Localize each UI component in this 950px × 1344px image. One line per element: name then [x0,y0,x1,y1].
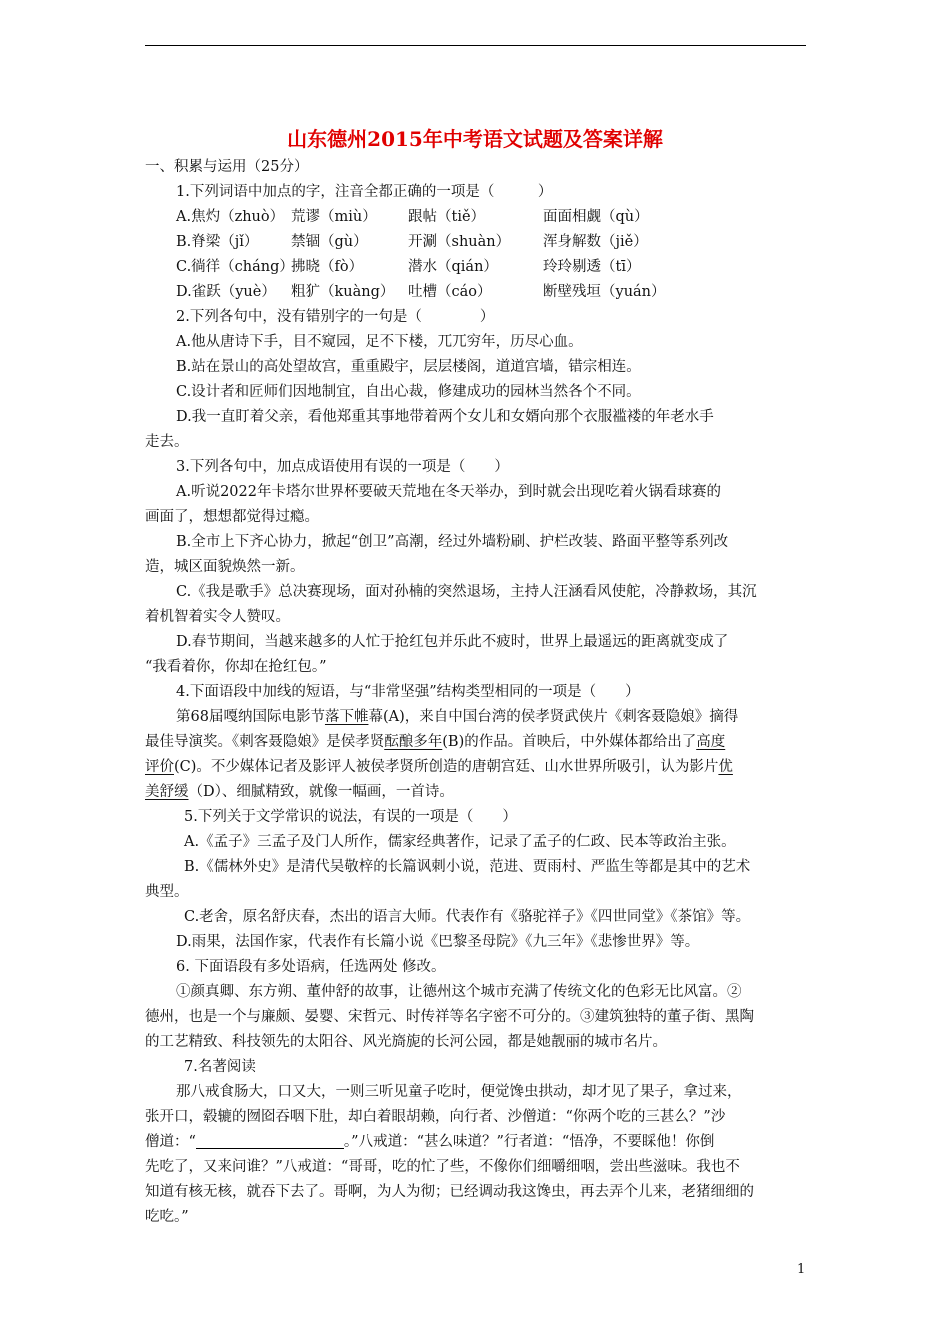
q5-stem: 5.下列关于文学常识的说法，有误的一项是（ ） [184,809,517,825]
q7-passage-line: 张开口，毂辘的囫囵吞咽下肚，却白着眼胡赖，向行者、沙僧道：“你两个吃的三甚么？”沙 [145,1109,726,1125]
document-body [145,155,807,1230]
q2-stem: 2.下列各句中，没有错别字的一句是（ ） [176,309,495,325]
phrase-c-start: 高度 [696,734,726,750]
q4-passage-line: 评价(C)。不少媒体记者及影评人被侯孝贤所创造的唐朝宫廷、山水世界所吸引，认为影片优 [145,759,733,775]
q7-passage-line: 先吃了，又来问谁？”八戒道：“哥哥，吃的忙了些，不像你们细嚼细咽，尝出些滋味。我也不 [145,1159,740,1175]
q4-passage-line: 最佳导演奖。《刺客聂隐娘》是侯孝贤酝酿多年(B)的作品。首映后，中外媒体都给出了高度 [145,734,726,750]
q4-stem: 4.下面语段中加线的短语，与“非常坚强”结构类型相同的一项是（ ） [176,684,640,700]
q5-option-d: D.雨果，法国作家，代表作有长篇小说《巴黎圣母院》《九三年》《悲惨世界》等。 [176,934,700,950]
header-rule [145,45,806,46]
q6-passage-line: 德州，也是一个与廉颇、晏婴、宋哲元、时传祥等名字密不可分的。③建筑独特的董子街、黑陶 [145,1009,754,1025]
q3-option-a: A.听说2022年卡塔尔世界杯要破天荒地在冬天举办，到时就会出现吃着火锅看球赛的 [176,484,721,500]
q3-option-d: D.春节期间，当越来越多的人忙于抢红包并乐此不疲时，世界上最遥远的距离就变成了 [176,634,729,650]
q3-option-d-cont: “我看着你，你却在抢红包。” [145,659,327,675]
q3-stem: 3.下列各句中，加点成语使用有误的一项是（ ） [176,459,509,475]
q3-option-a-cont: 画面了，想想都觉得过瘾。 [145,509,319,525]
q2-option-a: A.他从唐诗下手，目不窥园，足不下楼，兀兀穷年，历尽心血。 [176,334,583,350]
section-heading: 一、积累与运用（25分） [145,159,309,175]
q3-option-c: C.《我是歌手》总决赛现场，面对孙楠的突然退场，主持人汪涵看风使舵，冷静救场，其沉 [176,584,757,600]
phrase-d-end: 美舒缓 [145,784,189,800]
q7-passage-line: 吃吃。” [145,1209,189,1225]
q7-passage-line: 僧道：“ 。”八戒道：“甚么味道？”行者道：“悟净，不要睬他！你倒 [145,1134,715,1150]
q1-option-b: B.脊梁（jǐ） 禁锢（gù） 开涮（shuàn） 浑身解数（jiě） [176,234,648,250]
q7-passage-line: 那八戒食肠大，口又大，一则三听见童子吃时，便觉馋虫拱动，却才见了果子，拿过来， [176,1084,742,1100]
q5-option-b-cont: 典型。 [145,884,189,900]
page-number: 1 [797,1262,806,1277]
q5-option-a: A.《孟子》三孟子及门人所作，儒家经典著作，记录了孟子的仁政、民本等政治主张。 [184,834,736,850]
phrase-b: 酝酿多年 [384,734,443,750]
q1-stem: 1.下列词语中加点的字，注音全都正确的一项是（ ） [176,184,553,200]
q5-option-c: C.老舍，原名舒庆春，杰出的语言大师。代表作有《骆驼祥子》《四世同堂》《茶馆》等。 [184,909,751,925]
q7-stem: 7.名著阅读 [184,1059,256,1075]
phrase-c-end: 评价 [145,759,174,775]
q5-option-b: B.《儒林外史》是清代吴敬梓的长篇讽刺小说，范进、贾雨村、严监生等都是其中的艺术 [184,859,751,875]
q2-option-c: C.设计者和匠师们因地制宜，自出心裁，修建成功的园林当然各个不同。 [176,384,641,400]
q1-option-c: C.徜徉（cháng） 拂晓（fò） 潜水（qián） 玲玲剔透（tī） [176,259,641,275]
phrase-d-start: 优 [718,759,733,775]
phrase-a: 落下帷 [324,709,369,725]
q1-option-d: D.雀跃（yuè） 粗犷（kuàng） 吐槽（cáo） 断壁残垣（yuán） [176,284,666,300]
q7-passage-line: 知道有核无核，就吞下去了。哥啊，为人为彻；已经调动我这馋虫，再去弄个儿来，老猪细细的 [145,1184,754,1200]
q6-passage-line: ①颜真卿、东方朔、董仲舒的故事，让德州这个城市充满了传统文化的色彩无比风富。② [176,984,742,1000]
q6-passage-line: 的工艺精致、科技领先的太阳谷、风光旖旎的长河公园，都是她靓丽的城市名片。 [145,1034,667,1050]
q4-passage-line: 第68届嘎纳国际电影节落下帷幕(A)，来自中国台湾的侯孝贤武侠片《刺客聂隐娘》摘得 [176,709,739,725]
answer-blank[interactable] [196,1132,344,1149]
q2-option-b: B.站在景山的高处望故宫，重重殿宇，层层楼阁，道道宫墙，错宗相连。 [176,359,641,375]
q2-option-d-cont: 走去。 [145,434,189,450]
q2-option-d: D.我一直盯着父亲，看他郑重其事地带着两个女儿和女婿向那个衣服褴褛的年老水手 [176,409,714,425]
q1-option-a: A.焦灼（zhuò） 荒谬（miù） 跟帖（tiě） 面面相觑（qù） [176,209,649,225]
q6-stem: 6. 下面语段有多处语病，任选两处 修改。 [176,959,446,975]
document-title: 山东德州2015年中考语文试题及答案详解 [287,127,663,151]
q4-passage-line: 美舒缓（D）、细腻精致，就像一幅画，一首诗。 [145,784,454,800]
q3-option-b: B.全市上下齐心协力，掀起“创卫”高潮，经过外墙粉刷、护栏改装、路面平整等系列改 [176,534,729,550]
q3-option-c-cont: 着机智着实令人赞叹。 [145,609,290,625]
q3-option-b-cont: 造，城区面貌焕然一新。 [145,559,305,575]
